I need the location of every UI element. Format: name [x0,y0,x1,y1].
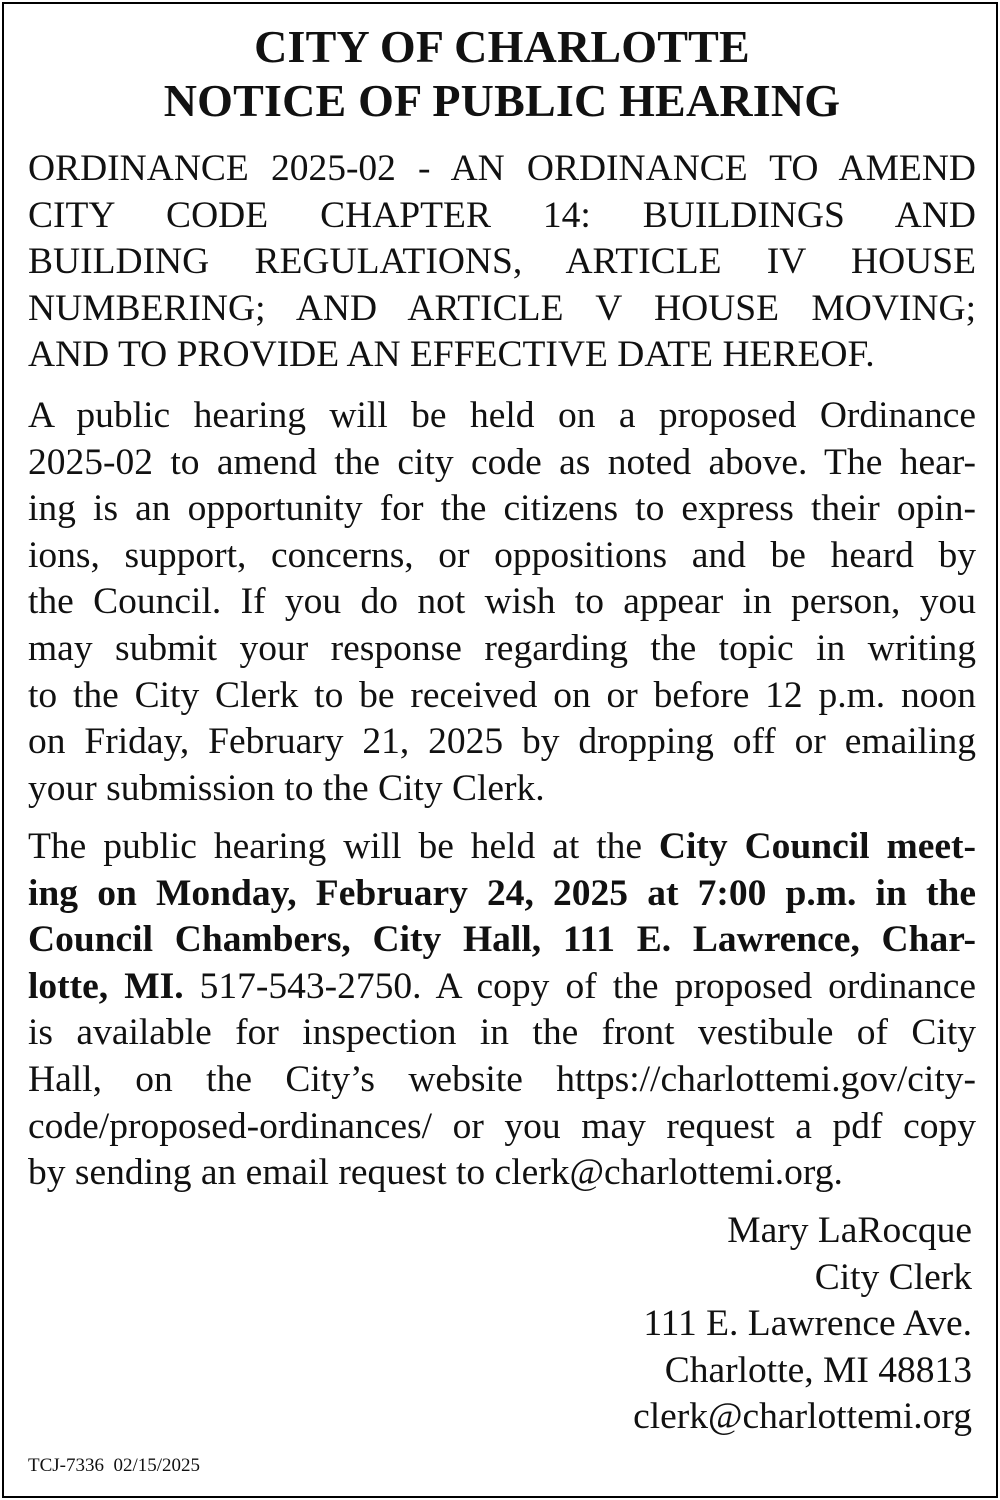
ordinance-line: NUMBERING; AND ARTICLE V HOUSE MOVING; [28,287,976,329]
clerk-city-state-zip: Charlotte, MI 48813 [664,1349,972,1391]
notice-title-line1: CITY OF CHARLOTTE [254,21,750,72]
meeting-info-line: Hall, on the City’s website https://charlottemi.gov/city- [28,1058,976,1100]
public-notice [2,2,998,1498]
meeting-phone-text: 517-543-2750. A copy of the proposed ordinance [183,965,976,1007]
ordinance-line: AND TO PROVIDE AN EFFECTIVE DATE HEREOF. [28,334,875,376]
hearing-info-line: ions, support, concerns, or oppositions and be heard by [28,534,976,576]
hearing-info-line: to the City Clerk to be received on or before 12 p.m. noon [28,674,976,716]
hearing-info-line: your submission to the City Clerk. [28,767,545,809]
ordinance-line: BUILDING REGULATIONS, ARTICLE IV HOUSE [28,241,976,283]
hearing-info-line: 2025-02 to amend the city code as noted above. The hear- [28,441,976,483]
clerk-name: Mary LaRocque [727,1210,972,1251]
meeting-intro-text: The public hearing will be held at the [28,826,659,867]
publication-reference: TCJ-7336 02/15/2025 [28,1455,201,1476]
hearing-info-paragraph [28,393,976,812]
signature-block [633,1208,972,1441]
clerk-street-address: 111 E. Lawrence Ave. [643,1303,972,1345]
meeting-details-bold: City Council meet- [658,826,977,867]
ordinance-paragraph [28,146,976,379]
hearing-info-line: may submit your response regarding the topic in writing [28,627,976,669]
meeting-info-line [28,824,976,871]
ordinance-line: ORDINANCE 2025-02 - AN ORDINANCE TO AMEND [28,148,976,189]
ordinance-line: CITY CODE CHAPTER 14: BUILDINGS AND [28,194,976,236]
clerk-email: clerk@charlottemi.org [633,1396,972,1438]
hearing-info-line: A public hearing will be held on a proposed Ordinance [28,395,976,436]
meeting-info-line: by sending an email request to clerk@charlottemi.org. [28,1152,843,1194]
meeting-date-line: ing on Monday, February 24, 2025 at 7:00 p.m. in the [28,872,976,914]
clerk-title: City Clerk [814,1256,972,1298]
hearing-info-line: on Friday, February 21, 2025 by dropping off or emailing [28,721,976,763]
hearing-info-line: the Council. If you do not wish to appear in person, you [28,581,976,623]
hearing-info-line: ing is an opportunity for the citizens to express their opin- [28,488,976,530]
meeting-location-line: Council Chambers, City Hall, 111 E. Lawrence, Char- [28,919,976,961]
meeting-info-paragraph [28,824,976,1197]
meeting-location-end: lotte, MI. [28,965,184,1007]
meeting-info-line [28,964,976,1011]
meeting-info-line: is available for inspection in the front vestibule of City [28,1012,976,1054]
notice-title-line2: NOTICE OF PUBLIC HEARING [163,75,841,126]
meeting-info-line: code/proposed-ordinances/ or you may request a pdf copy [28,1105,976,1147]
